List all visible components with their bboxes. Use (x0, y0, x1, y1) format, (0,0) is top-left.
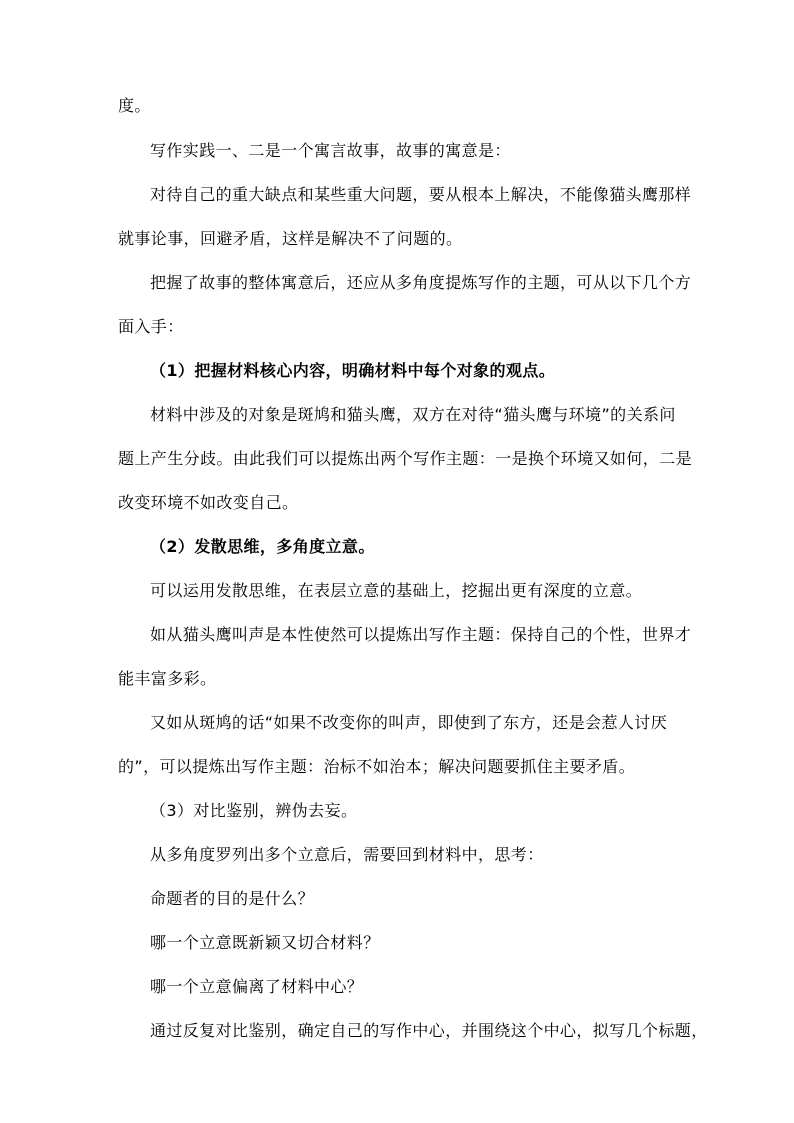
section-heading-2: （2）发散思维，多角度立意。 (150, 537, 375, 556)
paragraph-moral-line-1: 对待自己的重大缺点和某些重大问题，要从根本上解决，不能像猫头鹰那样 (150, 185, 692, 204)
section-1-line-3: 改变环境不如改变自己。 (118, 493, 299, 512)
section-2-line-4: 又如从斑鸠的话“如果不改变你的叫声，即使到了东方，还是会惹人讨厌 (150, 713, 668, 732)
section-heading-3: （3）对比鉴别，辨伪去妄。 (150, 801, 358, 820)
section-1-line-2: 题上产生分歧。由此我们可以提炼出两个写作主题：一是换个环境又如何，二是 (118, 449, 693, 468)
section-3-line-1: 从多角度罗列出多个立意后，需要回到材料中，思考： (150, 845, 544, 864)
section-3-question-3: 哪一个立意偏离了材料中心？ (150, 977, 364, 996)
paragraph-continuation: 度。 (118, 96, 151, 115)
section-2-line-2: 如从猫头鹰叫声是本性使然可以提炼出写作主题：保持自己的个性，世界才 (150, 625, 692, 644)
paragraph-approach-line-2: 面入手： (118, 317, 184, 336)
section-2-line-1: 可以运用发散思维，在表层立意的基础上，挖掘出更有深度的立意。 (150, 581, 643, 600)
section-2-line-5: 的”，可以提炼出写作主题：治标不如治本；解决问题要抓住主要矛盾。 (118, 757, 636, 776)
paragraph-approach-line-1: 把握了故事的整体寓意后，还应从多角度提炼写作的主题，可从以下几个方 (150, 273, 692, 292)
section-1-line-1: 材料中涉及的对象是斑鸠和猫头鹰，双方在对待“猫头鹰与环境”的关系问 (150, 405, 676, 424)
paragraph-intro: 写作实践一、二是一个寓言故事，故事的寓意是： (150, 141, 511, 160)
paragraph-moral-line-2: 就事论事，回避矛盾，这样是解决不了问题的。 (118, 229, 463, 248)
section-3-question-2: 哪一个立意既新颖又切合材料？ (150, 933, 380, 952)
section-heading-1: （1）把握材料核心内容，明确材料中每个对象的观点。 (150, 361, 556, 380)
section-3-question-1: 命题者的目的是什么？ (150, 889, 315, 908)
section-2-line-3: 能丰富多彩。 (118, 669, 217, 688)
section-3-line-2: 通过反复对比鉴别，确定自己的写作中心，并围绕这个中心，拟写几个标题， (150, 1021, 708, 1040)
